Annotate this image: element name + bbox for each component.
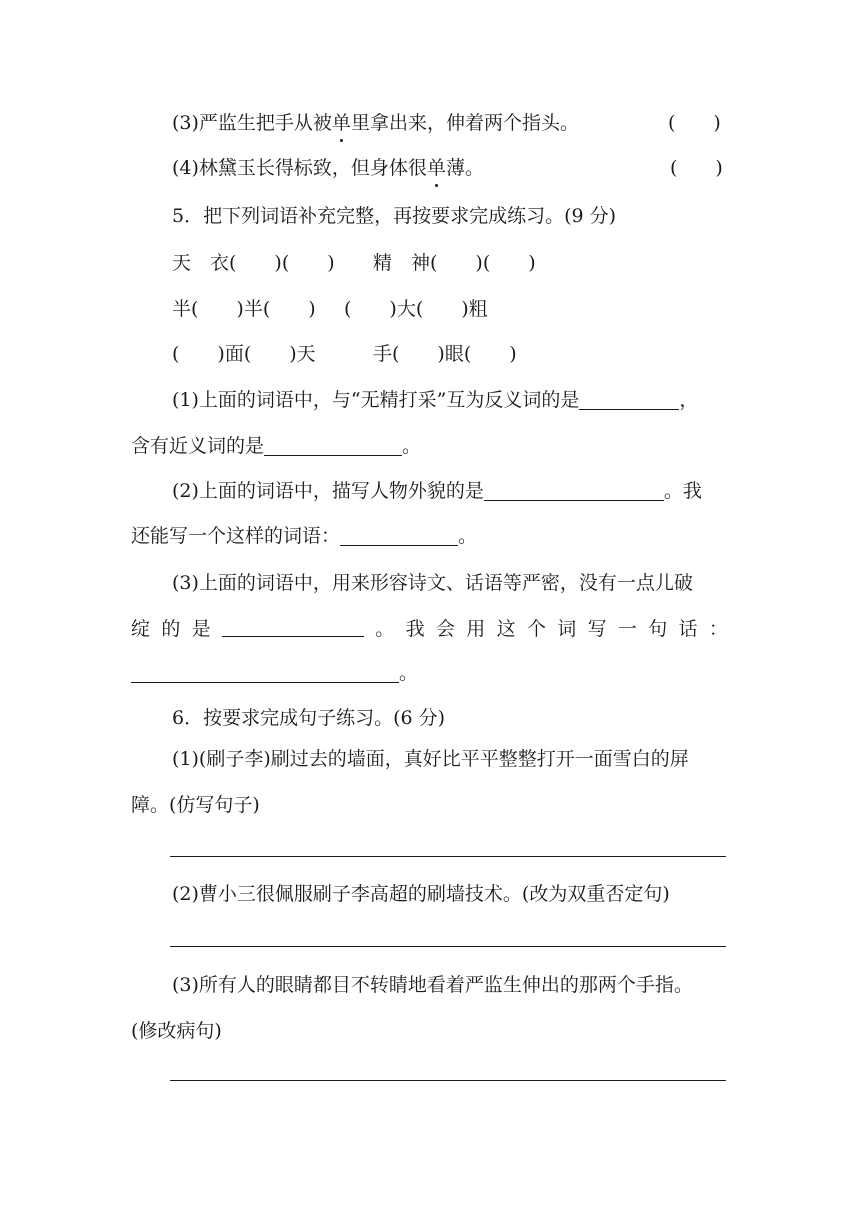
q6-answer-line-2[interactable] [170, 946, 726, 947]
q5-sub-3-char: ： [708, 618, 728, 640]
q5-sub-2-line-2 [131, 523, 477, 549]
q5-word-5[interactable]: ( )面( )天 [172, 343, 316, 365]
q5-sub-3-line-3 [131, 660, 418, 686]
q5-sub-3-char: 写 [587, 618, 607, 640]
q5-sub-3-char: 话 [678, 618, 698, 640]
q5-word-6[interactable]: 手( )眼( ) [373, 343, 517, 365]
q5-sub-3-line-2 [131, 616, 728, 642]
q5-sub-3-char: 是 [191, 618, 211, 640]
q5-sub-2-blank-2[interactable] [340, 525, 458, 546]
q5-sub-2-tail: 。我 [663, 480, 702, 502]
q4-item-4-pre: (4)林黛玉长得标致，但身体很 [172, 157, 427, 179]
q5-sub-3-char: 绽 [131, 618, 151, 640]
q5-sub-1-blank-1[interactable] [579, 389, 679, 410]
q5-sub-1-line-1 [172, 387, 698, 413]
q5-sub-3-char: 我 [405, 618, 425, 640]
q5-sub-3-char: 的 [161, 618, 181, 640]
q5-sub-2-line-1 [172, 478, 702, 504]
q5-sub-3-char: 。 [375, 618, 395, 640]
q6-sentence-1: (1)(刷子李)刷过去的墙面，真好比平平整整打开一面雪白的屏 [172, 748, 689, 770]
q5-sub-3-char: 一 [617, 618, 637, 640]
q5-sub-3-char: 这 [496, 618, 516, 640]
q4-item-3 [172, 110, 579, 136]
q6-sentence-3-instruction: (修改病句) [131, 1020, 222, 1042]
q4-item-4 [172, 155, 484, 181]
q5-sub-1-line-2 [131, 433, 421, 459]
q5-sub-3-char: 会 [435, 618, 455, 640]
q4-item-3-pre: (3)严监生把手从被 [172, 112, 332, 134]
q5-sub-1-comma: ， [679, 389, 699, 411]
q5-word-1[interactable]: 天 衣( )( ) [172, 252, 335, 274]
q5-sub-1-blank-2[interactable] [264, 435, 402, 456]
q6-answer-line-3[interactable] [170, 1080, 726, 1081]
q4-item-3-post: 里拿出来，伸着两个指头。 [350, 112, 579, 134]
q5-sub-1-period: 。 [402, 435, 422, 457]
q5-sub-3-char: 用 [466, 618, 486, 640]
q5-sub-2-period: 。 [458, 525, 478, 547]
q5-word-3[interactable]: 半( )半( ) [172, 298, 316, 320]
q5-sub-2-prompt-2: 还能写一个这样的词语： [131, 525, 341, 547]
q5-word-2[interactable]: 精 神( )( ) [373, 252, 536, 274]
q5-sub-3-blank-2[interactable] [131, 662, 399, 683]
q5-sub-2-blank-1[interactable] [484, 480, 664, 501]
q5-title: 5．把下列词语补充完整，再按要求完成练习。(9 分) [172, 205, 617, 227]
q5-sub-3-line-1: (3)上面的词语中，用来形容诗文、话语等严密，没有一点儿破 [172, 572, 693, 594]
q4-item-3-answer-paren[interactable]: ( ) [668, 112, 721, 134]
q5-sub-1-prompt: (1)上面的词语中，与“无精打采”互为反义词的是 [172, 389, 580, 411]
q5-sub-3-blank-1[interactable] [222, 616, 364, 637]
q5-sub-3-char: 句 [648, 618, 668, 640]
q6-answer-line-1[interactable] [170, 856, 726, 857]
q6-title: 6．按要求完成句子练习。(6 分) [172, 707, 446, 729]
q5-sub-2-prompt: (2)上面的词语中，描写人物外貌的是 [172, 480, 484, 502]
q4-item-4-dotted-char: 单 [426, 157, 446, 179]
q5-sub-1-prompt-2: 含有近义词的是 [131, 435, 265, 457]
q5-sub-3-char: 个 [526, 618, 546, 640]
q5-sub-3-char: 词 [557, 618, 577, 640]
q4-item-4-answer-paren[interactable]: ( ) [670, 157, 723, 179]
q4-item-3-dotted-char: 单 [331, 112, 351, 134]
q6-sentence-2: (2)曹小三很佩服刷子李高超的刷墙技术。(改为双重否定句) [172, 883, 670, 905]
q5-word-4[interactable]: ( )大( )粗 [344, 298, 488, 320]
q6-sentence-1-instruction: 障。(仿写句子) [131, 794, 260, 816]
q4-item-4-post: 薄。 [445, 157, 484, 179]
q5-sub-3-period: 。 [399, 662, 419, 684]
q6-sentence-3: (3)所有人的眼睛都目不转睛地看着严监生伸出的那两个手指。 [172, 974, 693, 996]
